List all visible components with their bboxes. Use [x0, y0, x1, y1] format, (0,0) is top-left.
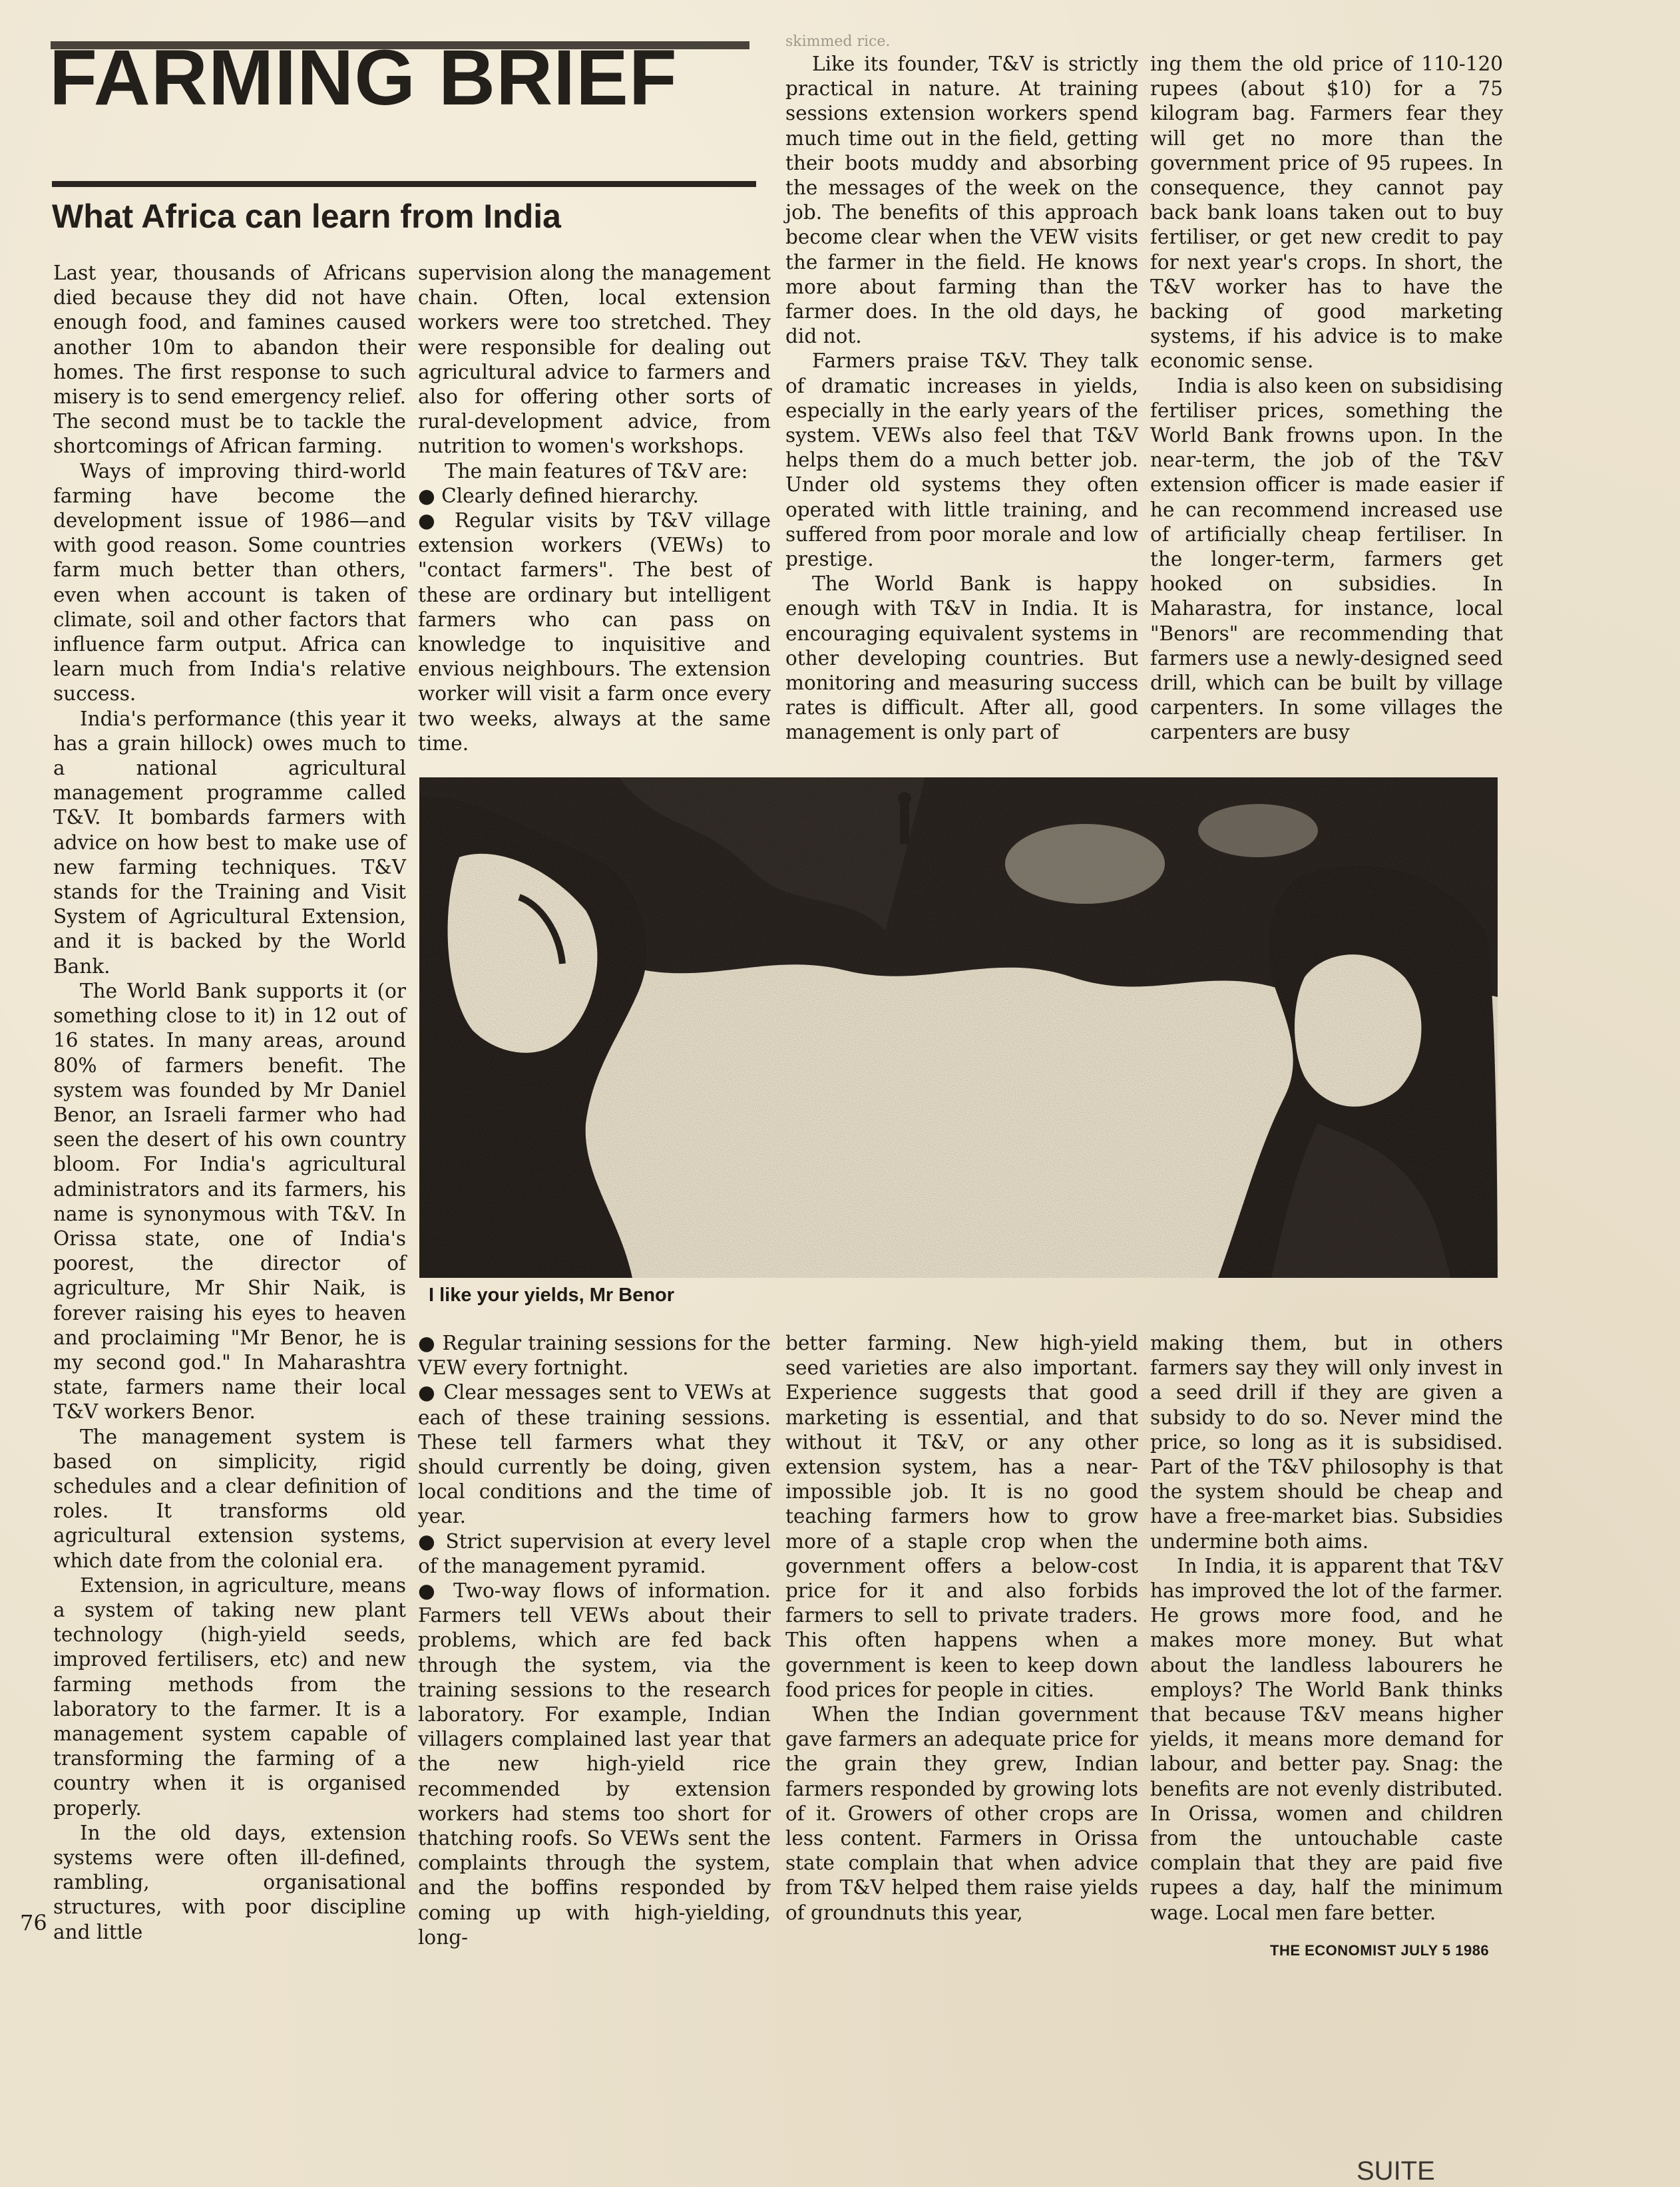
photo-image [419, 777, 1498, 1278]
paragraph: In India, it is apparent that T&V has improved the lot of the farmer. He grows more food, and he makes more money. But what about the landless labourers he employs? The World Bank thinks that because T&V means higher yields, it means more demand for labour, and better pay. Snag: the benefits are not evenly distributed. In Orissa, women and children from the untouchable caste complain that they are paid five rupees a day, half the minimum wage. Local men fare better. [1150, 1554, 1503, 1924]
halftone-photo [419, 777, 1498, 1278]
column-2-lower [418, 1331, 771, 1949]
paragraph: Ways of improving third-world farming have become the development issue of 1986—and with good reason. Some countries farm much better than others, even when account is taken of climate, soil and other factors that influence farm output. Africa can learn much from India's relative success. [53, 459, 406, 705]
bullet-item: ● Regular visits by T&V village extension workers (VEWs) to "contact farmers". The best of these are ordinary but intelligent farmers who can pass on knowledge to inquisitive and envious neighbours. The extension worker will visit a farm once every two weeks, always at the same time. [418, 509, 771, 755]
column-3-lower [785, 1331, 1138, 1943]
headline-rule [52, 181, 756, 187]
publication-credit: THE ECONOMIST JULY 5 1986 [1270, 1942, 1490, 1959]
photo-caption: I like your yields, Mr Benor [429, 1285, 675, 1306]
article-headline: What Africa can learn from India [52, 198, 561, 235]
paragraph: Last year, thousands of Africans died because they did not have enough food, and famines caused another 10m to abandon their homes. The first response to such misery is to send emergency relief. The second must be to tackle the shortcomings of African farming. [53, 262, 406, 458]
paragraph: better farming. New high-yield seed varieties are also important. Experience suggests that good marketing is essential, and that without it T&V, or any other extension system, has a near-impossible job. It is no good teaching farmers how to grow more of a staple crop when the government offers a below-cost price for it and also forbids farmers to sell to private traders. This often happens when a government is keen to keep down food prices for people in cities. [785, 1332, 1138, 1701]
bullet-item: ● Two-way flows of information. Farmers tell VEWs about their problems, which are fed back through the system, via the training sessions to the research laboratory. For example, Indian villagers complained last year that the new high-yield rice recommended by extension workers had stems too short for thatching roofs. So VEWs sent the complaints through the system, and the boffins responded by coming up with high-yielding, long- [418, 1579, 771, 1949]
paragraph: Farmers praise T&V. They talk of dramatic increases in yields, especially in the early years of the system. VEWs also feel that T&V helps them do a much better job. Under old systems they often operated with little training, and suffered from poor morale and low prestige. [785, 349, 1138, 571]
paragraph: ing them the old price of 110-120 rupees (about $10) for a 75 kilogram bag. Farmers fear they will get no more than the government price of 95 rupees. In consequence, they cannot pay back bank loans taken out to buy fertiliser, or get new credit to pay for next year's crops. In short, the T&V worker has to have the backing of good marketing systems, if his advice is to make economic sense. [1150, 53, 1503, 373]
paragraph: In the old days, extension systems were often ill-defined, rambling, organisational structures, with poor discipline and little [53, 1821, 406, 1943]
paragraph: The management system is based on simplicity, rigid schedules and a clear definition of roles. It transforms old agricultural extension systems, which date from the colonial era. [53, 1425, 406, 1572]
paragraph: India is also keen on subsidising fertiliser prices, something the World Bank frowns upon. In the near-term, the job of the T&V extension officer is made easier if he can recommend increased use of artificially cheap fertiliser. In the longer-term, farmers get hooked on subsidies. In Maharastra, for instance, local "Benors" are recommending that farmers use a newly-designed seed drill, which can be built by village carpenters. In some villages the carpenters are busy [1150, 374, 1503, 744]
paragraph: Extension, in agriculture, means a system of taking new plant technology (high-yield seeds, improved fertilisers, etc) and new farming methods from the laboratory to the farmer. It is a management system capable of transforming the farming of a country when it is organised properly. [53, 1573, 406, 1820]
bullet-item: ● Clearly defined hierarchy. [418, 484, 699, 507]
paragraph: The main features of T&V are: [445, 459, 748, 483]
handwritten-note: SUITE [1357, 2156, 1435, 2186]
column-3 [785, 52, 1138, 751]
page-number: 76 [20, 1910, 47, 1935]
paragraph: India's performance (this year it has a grain hillock) owes much to a national agricultural management programme called T&V. It bombards farmers with advice on how best to make use of new farming techniques. T&V stands for the Training and Visit System of Agricultural Extension, and it is backed by the World Bank. [53, 707, 406, 978]
bullet-item: ● Strict supervision at every level of the management pyramid. [418, 1529, 771, 1577]
column-4-lower [1150, 1331, 1503, 1930]
clipped-text-fragment: skimmed rice. [785, 33, 891, 50]
section-title: FARMING BRIEF [49, 34, 678, 122]
paragraph: The World Bank is happy enough with T&V in India. It is encouraging equivalent systems in other developing countries. But monitoring and measuring success rates is difficult. After all, good management is only part of [785, 572, 1138, 744]
column-4 [1150, 52, 1503, 751]
paragraph: making them, but in others farmers say they will only invest in a seed drill if they are given a subsidy to do so. Never mind the price, so long as it is subsidised. Part of the T&V philosophy is that the system should be cheap and have a free-market bias. Subsidies undermine both aims. [1150, 1332, 1503, 1553]
paragraph: supervision along the management chain. Often, local extension workers were too stretched. They were responsible for dealing out agricultural advice to farmers and also for offering other sorts of rural-development advice, from nutrition to women's workshops. [418, 262, 771, 458]
bullet-item: ● Clear messages sent to VEWs at each of these training sessions. These tell farmers what they should currently be doing, given local conditions and the time of year. [418, 1381, 771, 1528]
column-2 [418, 261, 771, 755]
column-1 [53, 261, 406, 1945]
paragraph: Like its founder, T&V is strictly practical in nature. At training sessions extension workers spend much time out in the field, getting their boots muddy and absorbing the messages of the week on the job. The benefits of this approach become clear when the VEW visits the farmer in the field. He knows more about farming than the farmer does. In the old days, he did not. [785, 53, 1138, 348]
paragraph: When the Indian government gave farmers an adequate price for the grain they grew, Indian farmers responded by growing lots of it. Growers of other crops are less content. Farmers in Orissa state complain that when advice from T&V helped them raise yields of groundnuts this year, [785, 1703, 1138, 1924]
paragraph: The World Bank supports it (or something close to it) in 12 out of 16 states. In many areas, around 80% of farmers benefit. The system was founded by Mr Daniel Benor, an Israeli farmer who had seen the desert of his own country bloom. For India's agricultural administrators and its farmers, his name is synonymous with T&V. In Orissa state, one of India's poorest, the director of agriculture, Mr Shir Naik, is forever raising his eyes to heaven and proclaiming "Mr Benor, he is my second god." In Maharashtra state, farmers name their local T&V workers Benor. [53, 979, 406, 1424]
bullet-item: ● Regular training sessions for the VEW every fortnight. [418, 1332, 771, 1380]
